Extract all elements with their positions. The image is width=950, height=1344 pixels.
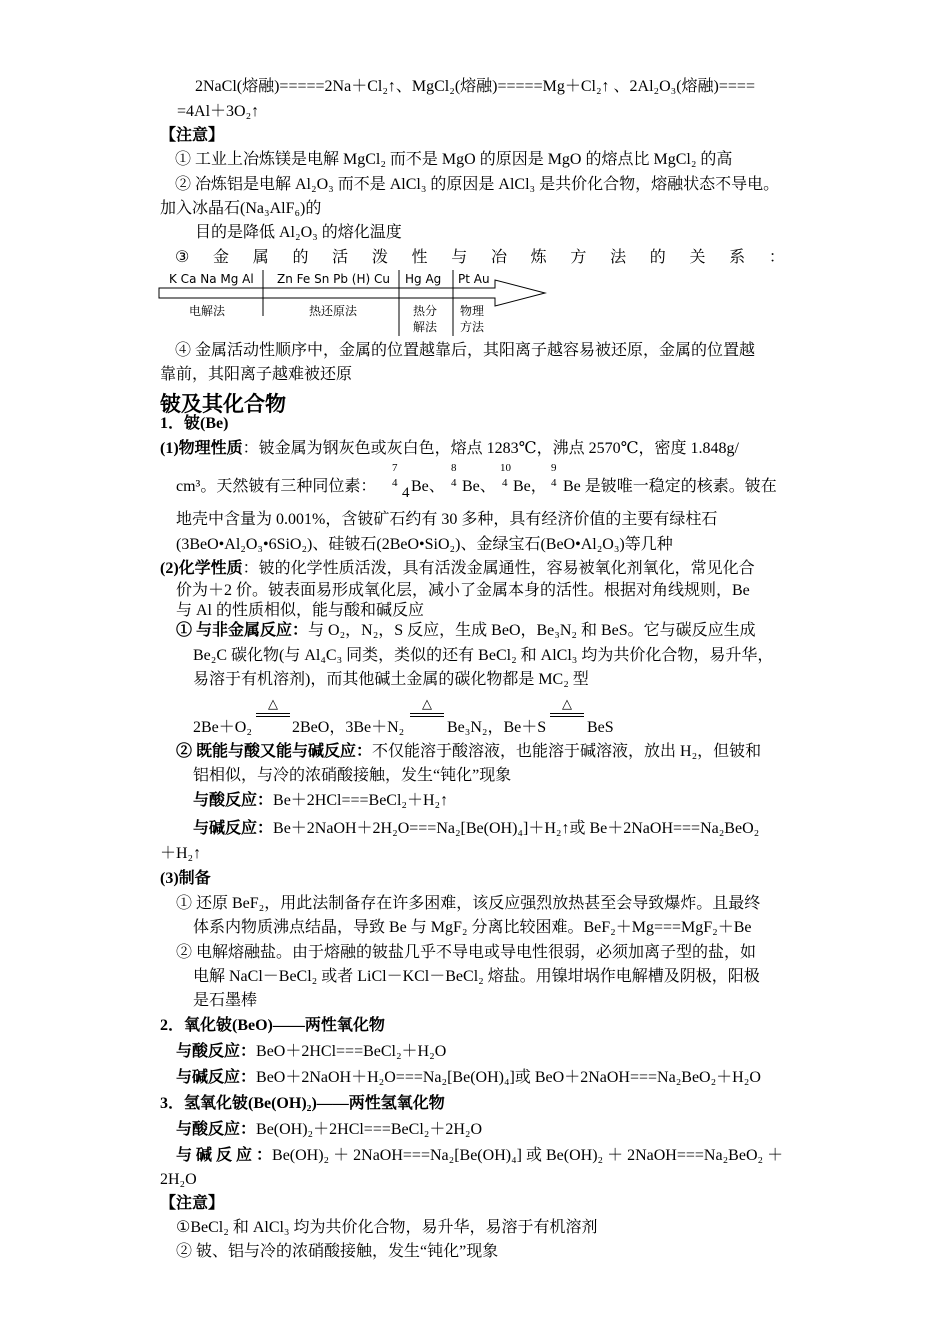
note-3-char: 金 xyxy=(213,249,230,266)
method-electrolysis: 电解法 xyxy=(189,304,226,318)
note-3-char: 关 xyxy=(689,249,706,266)
heat-triangle-icon: △ xyxy=(268,696,278,711)
equation-line-2: =4Al＋3O₂↑ xyxy=(177,103,260,120)
acid-reaction-label: 与酸反应： xyxy=(193,792,274,809)
nonmetal-reaction-line-3: 易溶于有机溶剂)，而其他碱土金属的碳化物都是 MC₂ 型 xyxy=(193,671,589,688)
method-thermal-decomposition-1: 热分 xyxy=(413,304,438,318)
isotope-4-mass: 9 xyxy=(551,462,557,474)
physical-properties-line-3: 地壳中含量为 0.001%，含铍矿石约有 30 多种，具有经济价值的主要有绿柱石 xyxy=(176,511,718,528)
heat-triangle-icon: △ xyxy=(562,696,572,711)
isotope-1-mass: 7 xyxy=(392,462,398,474)
note-3-char: 方 xyxy=(570,249,587,266)
isotope-3-mass: 10 xyxy=(500,462,511,474)
acid-base-reaction-line-2: 铝相似，与冷的浓硝酸接触，发生“钝化”现象 xyxy=(193,767,512,784)
isotopes-line xyxy=(176,477,376,497)
acid-reaction-equation: BeO＋2HCl===BeCl₂＋H₂O xyxy=(256,1043,447,1060)
note-covalent: ①BeCl₂ 和 AlCl₃ 均为共价化合物，易升华，易溶于有机溶剂 xyxy=(176,1219,598,1236)
isotope-3-symbol: Be， xyxy=(513,478,547,495)
isotope-2-z: 4 xyxy=(451,477,457,489)
equation-line-1: 2NaCl(熔融)=====2Na＋Cl₂↑、MgCl₂(熔融)=====Mg＋Cl₂↑ 、2Al₂O₃(熔融)==== xyxy=(195,78,755,95)
acid-base-reaction-text: 不仅能溶于酸溶液，也能溶于碱溶液，放出 H₂，但铍和 xyxy=(372,743,762,760)
base-reaction-equation: Be＋2NaOH＋2H₂O===Na₂[Be(OH)₄]＋H₂↑或 Be＋2NaOH===Na₂BeO₂ xyxy=(273,820,760,837)
be-base-reaction-continued: ＋H₂↑ xyxy=(160,845,202,862)
nonmetal-reaction-line-1 xyxy=(176,621,756,641)
chemical-properties-label: (2)化学性质 xyxy=(160,560,243,577)
physical-properties-line-1 xyxy=(160,439,739,459)
acid-reaction-equation: Be＋2HCl===BeCl₂＋H₂↑ xyxy=(273,792,449,809)
beoh2-base-reaction xyxy=(176,1146,783,1166)
note-3-char: 性 xyxy=(411,249,428,266)
be-base-reaction xyxy=(193,819,759,839)
note-title-2: 【注意】 xyxy=(160,1195,225,1212)
acid-reaction-label: 与酸反应： xyxy=(176,1121,257,1138)
nonmetal-reaction-label: ① 与非金属反应： xyxy=(176,622,309,639)
note-title: 【注意】 xyxy=(160,127,225,144)
note-3-char: 系 xyxy=(729,249,746,266)
note-3-char: 属 xyxy=(252,249,269,266)
metals-group-3: Hg Ag xyxy=(405,272,442,286)
method-physical-2: 方法 xyxy=(460,320,485,334)
note-4-continued: 靠前，其阳离子越难被还原 xyxy=(160,366,353,383)
beoh2-acid-reaction xyxy=(176,1120,482,1140)
note-3-char: 的 xyxy=(649,249,666,266)
method-thermal-decomposition-2: 解法 xyxy=(413,320,438,334)
isotope-4-symbol: Be 是铍唯一稳定的核素。铍在 xyxy=(563,478,777,495)
metals-group-2: Zn Fe Sn Pb (H) Cu xyxy=(277,272,390,286)
note-3-char: 的 xyxy=(292,249,309,266)
isotope-3-z: 4 xyxy=(502,477,508,489)
note-2-continued: 加入冰晶石(Na₃AlF₆)的 xyxy=(160,200,322,217)
physical-properties-line-4: (3BeO•Al₂O₃•6SiO₂)、硅铍石(2BeO•SiO₂)、金绿宝石(BeO•Al₂O₃)等几种 xyxy=(176,536,673,553)
heated-eq-1-left: 2Be＋O₂ xyxy=(193,719,252,736)
section-title: 铍及其化合物 xyxy=(160,392,286,416)
physical-properties-text: ：铍金属为钢灰色或灰白色，熔点 1283℃，沸点 2570℃，密度 1.848g/ xyxy=(242,440,739,457)
preparation-1-line-2: 体系内物质沸点结晶，导致 Be 与 MgF₂ 分离比较困难。BeF₂＋Mg===MgF₂＋Be xyxy=(193,919,752,936)
nonmetal-reaction-text: 与 O₂，N₂，S 反应，生成 BeO，Be₃N₂ 和 BeS。它与碳反应生成 xyxy=(308,622,756,639)
isotope-1-z-large: 4 xyxy=(402,485,410,501)
beo-acid-reaction xyxy=(176,1042,446,1062)
note-3-char: 活 xyxy=(332,249,349,266)
chemical-properties-text: ：铍的化学性质活泼，具有活泼金属通性，容易被氧化剂氧化，常见化合 xyxy=(242,560,755,577)
note-1: ① 工业上冶炼镁是电解 MgCl₂ 而不是 MgO 的原因是 MgO 的熔点比 MgCl₂ 的高 xyxy=(175,151,733,168)
preparation-label: (3)制备 xyxy=(160,870,211,887)
preparation-2-line-3: 是石墨棒 xyxy=(193,992,258,1009)
note-3-char: ： xyxy=(768,249,785,266)
be-acid-reaction xyxy=(193,791,448,811)
physical-properties-label: (1)物理性质 xyxy=(160,440,243,457)
chemical-properties-line-3: 与 Al 的性质相似，能与酸和碱反应 xyxy=(176,602,425,619)
base-reaction-label: 与碱反应： xyxy=(176,1069,257,1086)
isotope-1-z: 4 xyxy=(392,477,398,489)
note-2-purpose: 目的是降低 Al₂O₃ 的熔化温度 xyxy=(195,224,402,241)
acid-base-reaction-label: ② 既能与酸又能与碱反应： xyxy=(176,743,373,760)
metals-group-4: Pt Au xyxy=(458,272,490,286)
heated-eq-3-right: BeS xyxy=(587,719,614,736)
beo-base-reaction xyxy=(176,1068,761,1088)
acid-base-reaction-line-1 xyxy=(176,742,761,762)
note-3-char: 泼 xyxy=(371,249,388,266)
note-4: ④ 金属活动性顺序中，金属的位置越靠后，其阳离子越容易被还原，金属的位置越 xyxy=(175,342,756,359)
metal-activity-diagram xyxy=(155,270,555,336)
method-physical-1: 物理 xyxy=(460,304,485,318)
note-passivation: ② 铍、铝与冷的浓硝酸接触，发生“钝化”现象 xyxy=(176,1243,499,1260)
note-3-char: 法 xyxy=(610,249,627,266)
isotope-1-symbol: Be、 xyxy=(411,478,445,495)
base-reaction-label: 与碱反应： xyxy=(193,820,274,837)
subsection-3-title: 3．氢氧化铍(Be(OH)₂)——两性氢氧化物 xyxy=(160,1095,445,1112)
isotopes-intro: cm³。天然铍有三种同位素： xyxy=(176,478,377,495)
heat-triangle-icon: △ xyxy=(422,696,432,711)
metals-group-1: K Ca Na Mg Al xyxy=(169,272,254,286)
subsection-1-title: 1．铍(Be) xyxy=(160,415,229,432)
acid-reaction-equation: Be(OH)₂＋2HCl===BeCl₂＋2H₂O xyxy=(256,1121,483,1138)
method-thermal-reduction: 热还原法 xyxy=(309,304,358,318)
preparation-1-line-1: ① 还原 BeF₂，用此法制备存在许多困难，该反应强烈放热甚至会导致爆炸。且最终 xyxy=(176,895,761,912)
isotope-2-symbol: Be、 xyxy=(462,478,496,495)
note-3-char: 与 xyxy=(451,249,468,266)
preparation-2-line-1: ② 电解熔融盐。由于熔融的铍盐几乎不导电或导电性很弱，必须加离子型的盐，如 xyxy=(176,944,757,961)
chemical-properties-line-2: 价为＋2 价。铍表面易形成氧化层，减小了金属本身的活性。根据对角线规则，Be xyxy=(176,582,750,599)
base-reaction-equation: BeO＋2NaOH＋H₂O===Na₂[Be(OH)₄]或 BeO＋2NaOH===Na₂BeO₂＋H₂O xyxy=(256,1069,761,1086)
acid-reaction-label: 与酸反应： xyxy=(176,1043,257,1060)
chemical-properties-line-1 xyxy=(160,559,755,579)
isotope-2-mass: 8 xyxy=(451,462,457,474)
beoh2-base-reaction-continued: 2H₂O xyxy=(160,1171,197,1188)
heated-eq-1-right: 2BeO，3Be＋N₂ xyxy=(292,719,405,736)
base-reaction-equation: Be(OH)₂ ＋ 2NaOH===Na₂[Be(OH)₄] 或 Be(OH)₂ ＋ 2NaOH===Na₂BeO₂ ＋ xyxy=(272,1147,784,1164)
base-reaction-label: 与 碱 反 应 ： xyxy=(176,1147,273,1164)
note-3-char: ③ xyxy=(175,249,190,266)
nonmetal-reaction-line-2: Be₂C 碳化物(与 Al₄C₃ 同类，类似的还有 BeCl₂ 和 AlCl₃ 均为共价化合物，易升华， xyxy=(193,647,774,664)
preparation-2-line-2: 电解 NaCl－BeCl₂ 或者 LiCl－KCl－BeCl₂ 熔盐。用镍坩埚作电解槽及阴极，阳极 xyxy=(193,968,760,985)
subsection-2-title: 2．氧化铍(BeO)——两性氧化物 xyxy=(160,1017,385,1034)
note-3-char: 炼 xyxy=(530,249,547,266)
isotope-4-z: 4 xyxy=(551,477,557,489)
note-3-char: 冶 xyxy=(490,249,507,266)
note-3 xyxy=(175,248,785,268)
note-2: ② 冶炼铝是电解 Al₂O₃ 而不是 AlCl₃ 的原因是 AlCl₃ 是共价化合物，熔融状态不导电。 xyxy=(175,176,780,193)
heated-eq-2-right: Be₃N₂，Be＋S xyxy=(447,719,547,736)
